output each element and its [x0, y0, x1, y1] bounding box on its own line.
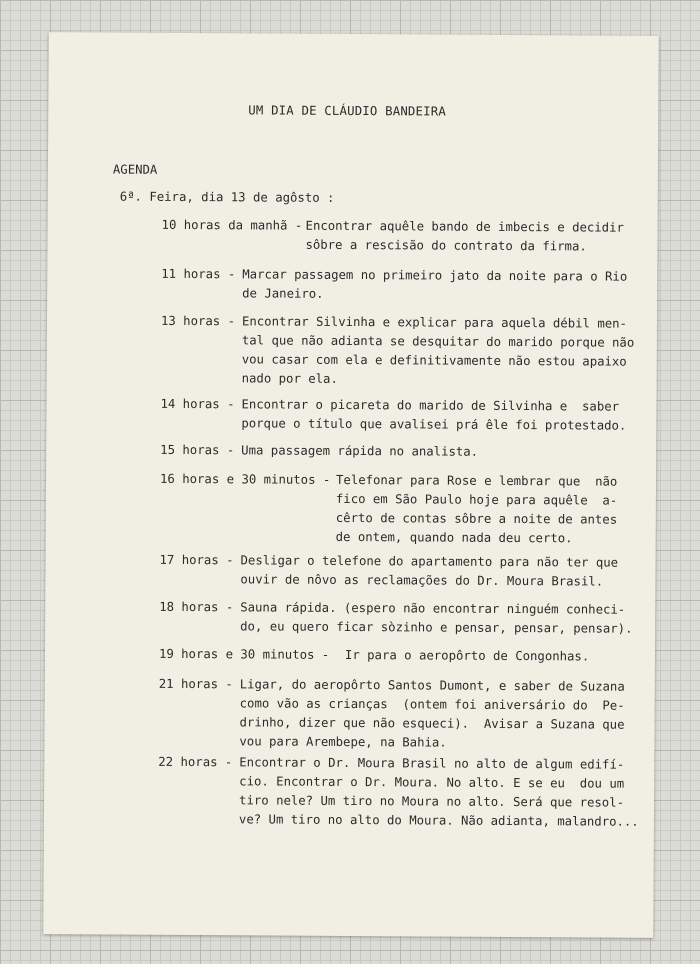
entry-time: 11 horas - — [161, 266, 236, 282]
entry-text-line: tal que não adianta se desquitar do marido porque não — [241, 333, 635, 350]
page-title: UM DIA DE CLÁUDIO BANDEIRA — [248, 103, 447, 119]
agenda-heading: AGENDA — [112, 162, 158, 177]
agenda-entry — [48, 215, 658, 254]
entry-text-line: nado por ela. — [241, 371, 338, 386]
entry-text-line: Sauna rápida. (espero não encontrar ninguém conheci- — [240, 600, 626, 617]
entry-text-line: porque o título que avalisei prá êle foi protestado. — [241, 416, 627, 433]
agenda-entry — [46, 469, 656, 546]
entry-text-line: Ligar, do aeropôrto Santos Dumont, e saber de Suzana — [239, 677, 625, 694]
entry-time: 22 horas - — [158, 754, 233, 770]
entry-time: 10 horas da manhã - — [161, 217, 303, 233]
entry-time: 14 horas - — [160, 396, 235, 412]
entry-text-line: drinho, dizer que não esqueci). Avisar a Suzana que — [239, 715, 625, 732]
entry-time: 17 horas - — [159, 552, 234, 568]
agenda-entry — [46, 440, 656, 459]
entry-text-line: Ir para o aeropôrto de Congonhas. — [344, 647, 590, 664]
entry-text-line: Desligar o telefone do apartamento para não ter que — [240, 553, 619, 570]
entry-text-line: de Janeiro. — [242, 286, 324, 301]
agenda-entry — [44, 752, 654, 829]
entry-text-line: do, eu quero ficar sòzinho e pensar, pensar, pensar). — [240, 619, 633, 636]
entry-text-line: Telefonar para Rose e lembrar que não — [335, 472, 618, 489]
entry-time: 18 horas - — [159, 599, 234, 615]
agenda-entry — [45, 597, 655, 636]
entry-text-line: Marcar passagem no primeiro jato da noite para o Rio — [242, 267, 628, 284]
agenda-entry — [45, 644, 655, 664]
entry-time: 21 horas - — [158, 676, 233, 692]
entry-text-line: Encontrar o picareta do marido de Silvinha e saber — [241, 397, 620, 414]
entry-text-line: sôbre a rescisão do contrato da firma. — [305, 237, 587, 254]
entry-text-line: como vão as crianças (ontem foi aniversário do Pe- — [239, 696, 625, 713]
entry-text-line: tiro nele? Um tiro no Moura no alto. Será que resol- — [239, 793, 625, 810]
entry-text-line: fico em São Paulo hoje para aquêle a- — [335, 491, 618, 508]
entry-text-line: de ontem, quando nada deu certo. — [335, 529, 573, 546]
entry-text-line: cio. Encontrar o Dr. Moura. No alto. E se eu dou um — [239, 774, 625, 791]
entry-time: 19 horas e 30 minutos - — [158, 646, 330, 662]
entry-text-line: Uma passagem rápida no analista. — [241, 443, 479, 459]
typed-page — [43, 32, 658, 938]
agenda-entry — [45, 674, 655, 750]
entry-text-line: cêrto de contas sôbre a noite de antes — [335, 510, 618, 527]
agenda-entry — [46, 550, 656, 589]
day-header: 6ª. Feira, dia 13 de agôsto : — [119, 189, 335, 205]
entry-time: 16 horas e 30 minutos - — [159, 471, 331, 487]
agenda-entry — [47, 264, 657, 301]
entry-text-line: Encontrar o Dr. Moura Brasil no alto de algum edifí- — [239, 755, 625, 772]
entry-text-line: Encontrar Silvinha e explicar para aquela débil men- — [241, 314, 628, 331]
entry-text-line: ouvir de nôvo as reclamações do Dr. Moura Brasil. — [240, 572, 604, 589]
agenda-entry — [47, 394, 657, 433]
entry-text-line: Encontrar aquêle bando de imbecis e decidir — [305, 218, 624, 235]
entry-text-line: vou casar com ela e definitivamente não estou apaixo — [241, 352, 627, 369]
entry-time: 15 horas - — [160, 442, 235, 458]
entry-time: 13 horas - — [160, 313, 236, 329]
agenda-entry — [47, 311, 657, 386]
entry-text-line: ve? Um tiro no alto do Moura. Não adianta, malandro... — [238, 812, 639, 829]
entry-text-line: vou para Arembepe, na Bahia. — [239, 734, 447, 750]
